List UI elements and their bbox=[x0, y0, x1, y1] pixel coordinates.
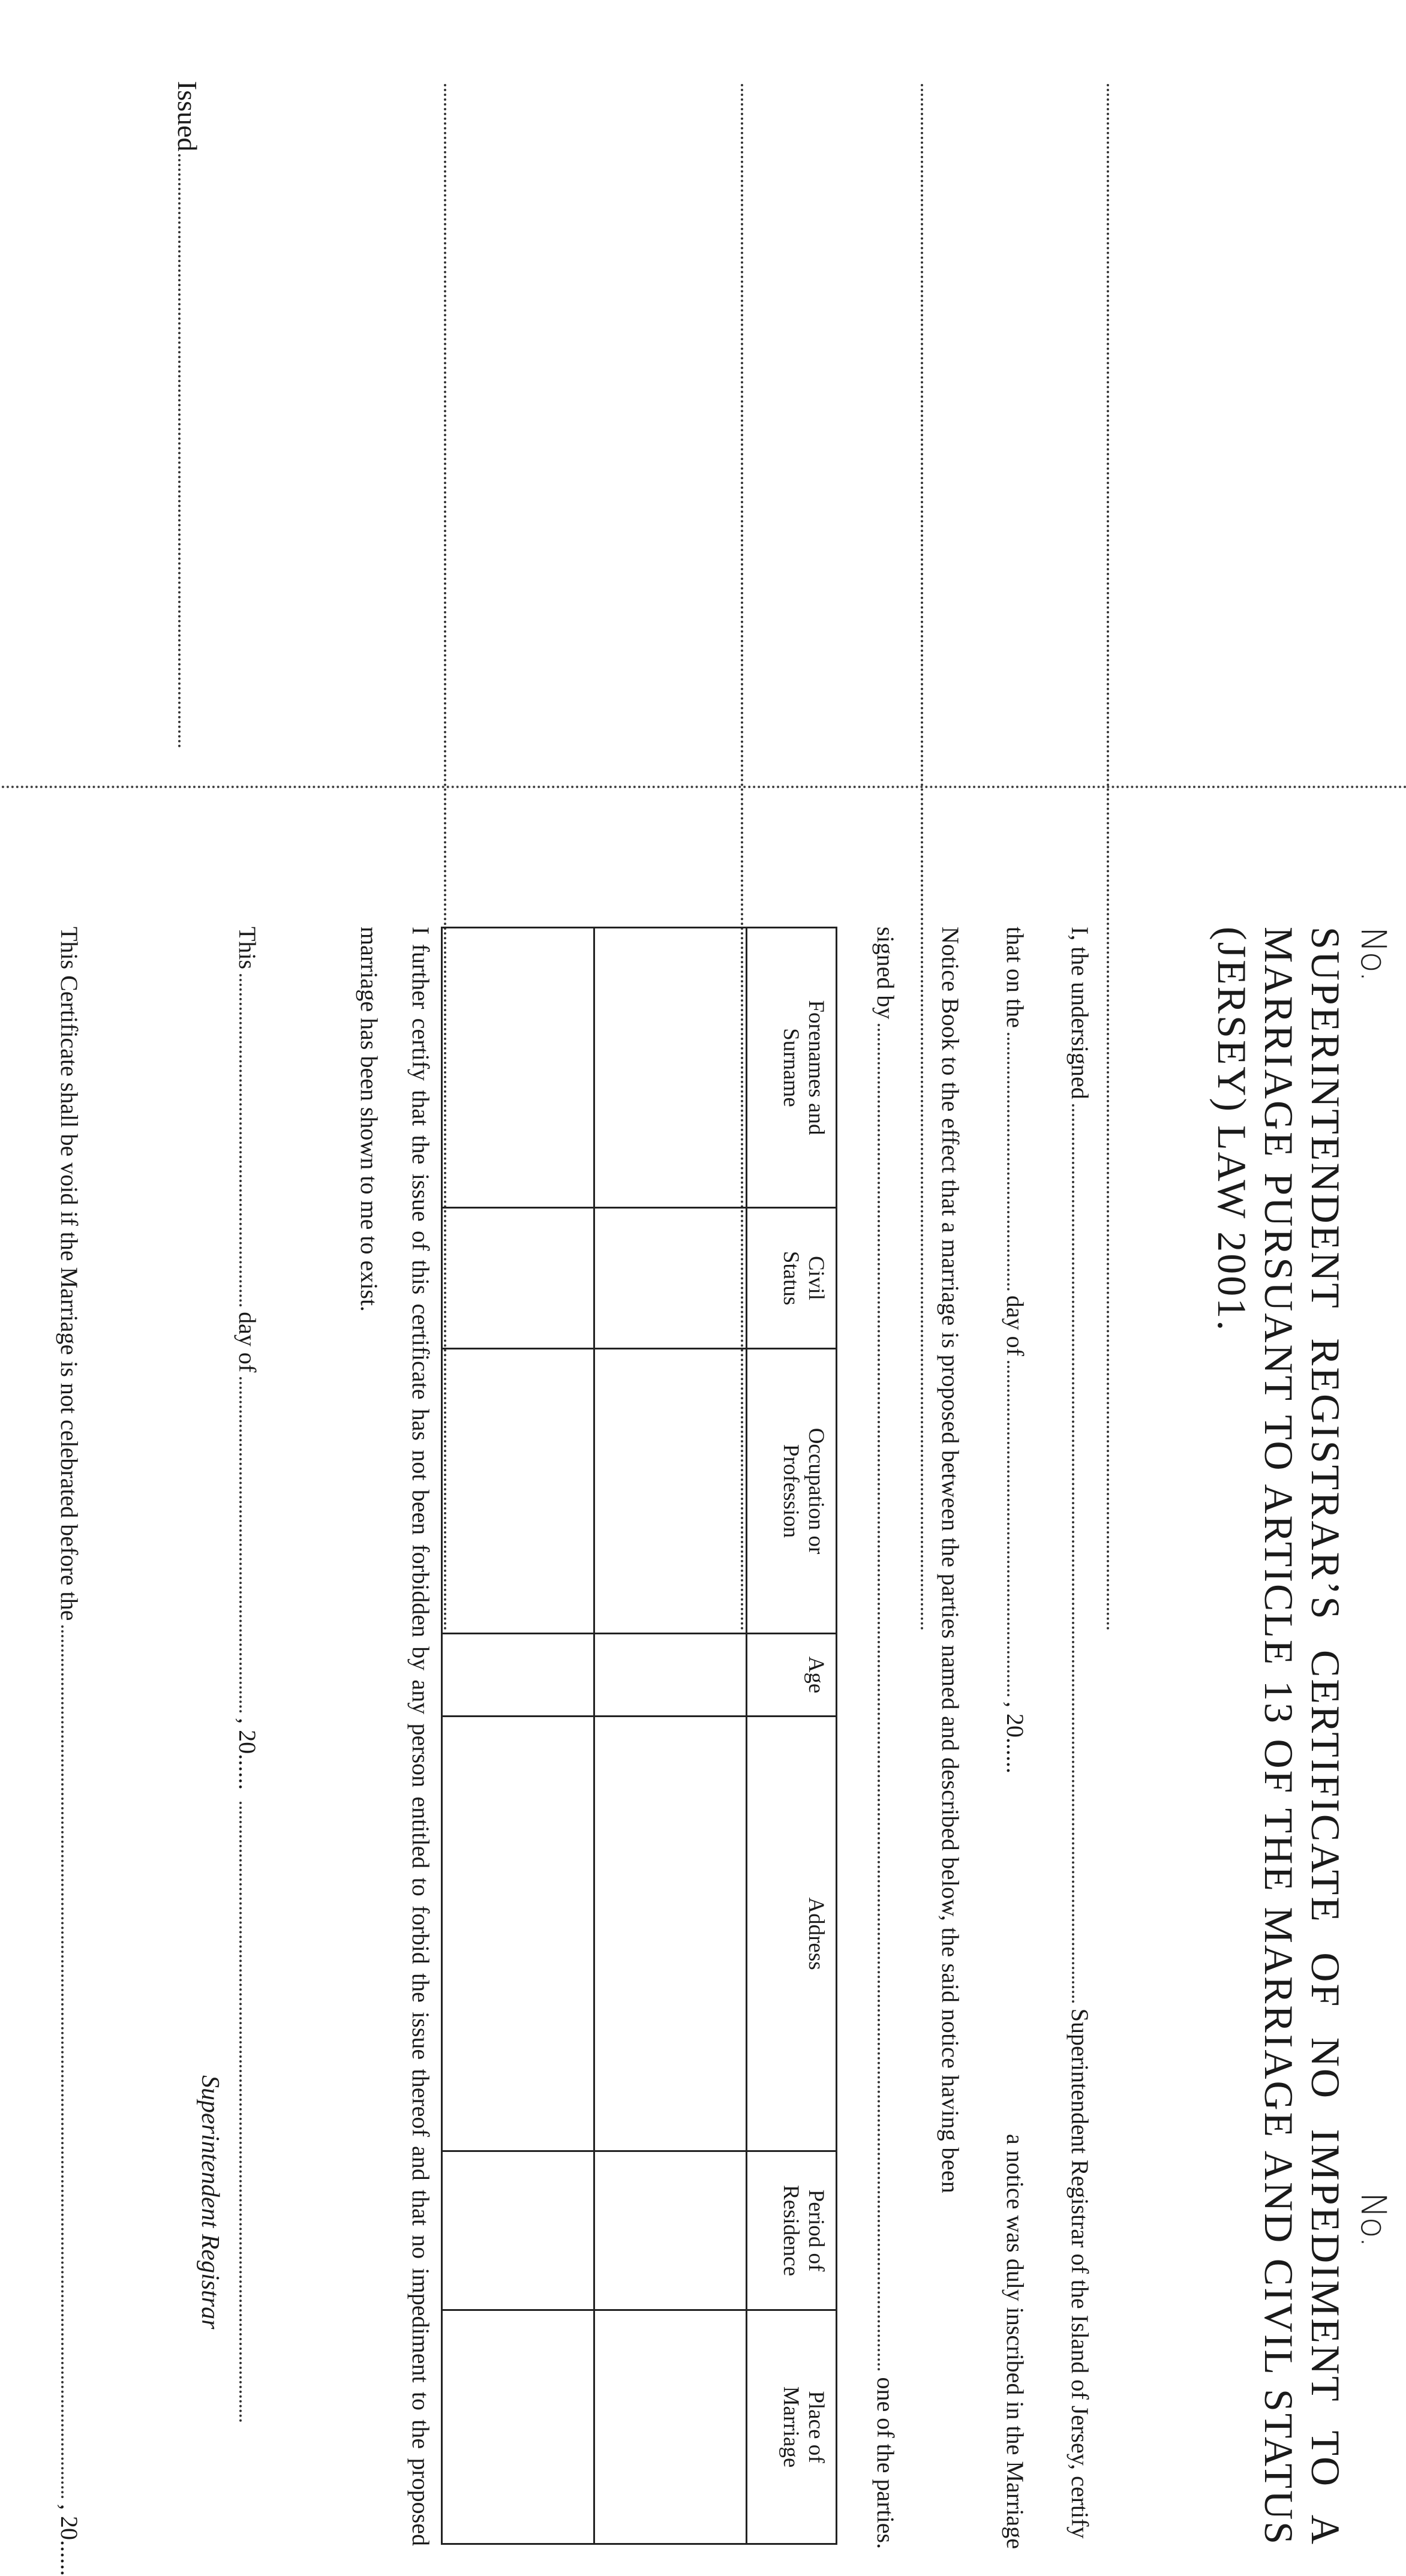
registrar-office-text: Superintendent Registrar of the Island of Jersey, certify bbox=[1066, 2008, 1093, 2539]
issue-date-line bbox=[233, 927, 262, 2576]
issue-day-field[interactable] bbox=[239, 974, 242, 1307]
header-address: Address bbox=[747, 1717, 837, 2151]
signature-caption: Superintendent Registrar bbox=[196, 2075, 224, 2329]
table-cell[interactable] bbox=[442, 1634, 594, 1717]
registrar-signature-field[interactable] bbox=[239, 1802, 242, 2422]
certificate-title: SUPERINTENDENT REGISTRAR’S CERTIFICATE OF NO IMPEDIMENT TO A MARRIAGE PURSUANT TO ARTICLE 13 OF THE MARRIAGE AND CIVIL STATUS (JERSEY) LAW 2001. bbox=[1209, 927, 1348, 2546]
table-cell[interactable] bbox=[442, 928, 594, 1208]
stub-entry-line-2[interactable] bbox=[921, 84, 923, 1631]
notice-day-field[interactable] bbox=[1007, 1033, 1010, 1291]
stub-issued-field[interactable] bbox=[178, 154, 181, 748]
signed-by-text: signed by bbox=[872, 927, 899, 1020]
registrar-name-field[interactable] bbox=[1072, 1104, 1074, 2004]
notice-month-field[interactable] bbox=[1007, 1361, 1010, 1697]
void-year-text: , 20...... bbox=[56, 2504, 83, 2576]
stub-issued-line bbox=[172, 81, 203, 748]
table-cell[interactable] bbox=[442, 1208, 594, 1349]
notice-date-line bbox=[1001, 927, 1029, 2549]
that-on-the-text: that on the bbox=[1002, 927, 1029, 1028]
table-cell[interactable] bbox=[594, 1634, 747, 1717]
header-place-of-marriage: Place of Marriage bbox=[747, 2310, 837, 2544]
table-cell[interactable] bbox=[594, 1349, 747, 1634]
perforation-line bbox=[0, 786, 1406, 788]
table-cell[interactable] bbox=[594, 2310, 747, 2544]
one-of-parties-text: one of the parties. bbox=[872, 2377, 899, 2549]
header-civil-status: Civil Status bbox=[747, 1208, 837, 1349]
header-forenames: Forenames and Surname bbox=[747, 928, 837, 1208]
parties-table bbox=[441, 927, 837, 2545]
certificate-number-label: No. bbox=[1353, 927, 1394, 981]
issue-month-field[interactable] bbox=[239, 1377, 242, 1713]
table-row bbox=[594, 928, 747, 2544]
signed-by-line bbox=[871, 927, 900, 2549]
issue-day-of-text: day of bbox=[234, 1312, 261, 1373]
void-date-field[interactable] bbox=[61, 1625, 64, 2499]
parties-table-header bbox=[747, 928, 837, 2544]
notice-year-text: , 20...... bbox=[1002, 1701, 1029, 1774]
undersigned-text: I, the undersigned bbox=[1066, 927, 1093, 1099]
table-cell[interactable] bbox=[594, 928, 747, 1208]
stub-number-label: No. bbox=[1353, 2192, 1394, 2247]
table-cell[interactable] bbox=[442, 1717, 594, 2151]
void-clause-line bbox=[55, 927, 83, 2576]
table-cell[interactable] bbox=[442, 2151, 594, 2310]
undersigned-line bbox=[1065, 927, 1094, 2549]
header-age: Age bbox=[747, 1634, 837, 1717]
header-period-of-residence: Period of Residence bbox=[747, 2151, 837, 2310]
further-certify-paragraph: I further certify that the issue of this certificate has not been forbidden by any person entitled to forbid the issue thereof and that no impediment to the proposed marriage has been shown to me to exist. bbox=[356, 927, 434, 2546]
notice-book-text: Notice Book to the effect that a marriage is proposed between the parties named and described below, the said notice having been bbox=[937, 927, 964, 2194]
stub-issued-label: Issued bbox=[172, 81, 203, 152]
table-row bbox=[442, 928, 594, 2544]
signed-by-field[interactable] bbox=[878, 1024, 880, 2372]
table-cell[interactable] bbox=[594, 1717, 747, 2151]
day-of-text: day of bbox=[1002, 1295, 1029, 1356]
header-occupation: Occupation or Profession bbox=[747, 1349, 837, 1634]
notice-inscribed-text: a notice was duly inscribed in the Marriage bbox=[1002, 2134, 1029, 2549]
issue-year-text: , 20...... bbox=[234, 1718, 261, 1790]
table-cell[interactable] bbox=[442, 2310, 594, 2544]
void-clause-text: This Certificate shall be void if the Marriage is not celebrated before the bbox=[56, 927, 83, 1621]
table-cell[interactable] bbox=[594, 1208, 747, 1349]
table-cell[interactable] bbox=[594, 2151, 747, 2310]
table-cell[interactable] bbox=[442, 1349, 594, 1634]
stub-entry-line-1[interactable] bbox=[1107, 84, 1109, 1631]
this-text: This bbox=[234, 927, 261, 970]
notice-book-line bbox=[936, 927, 965, 2549]
